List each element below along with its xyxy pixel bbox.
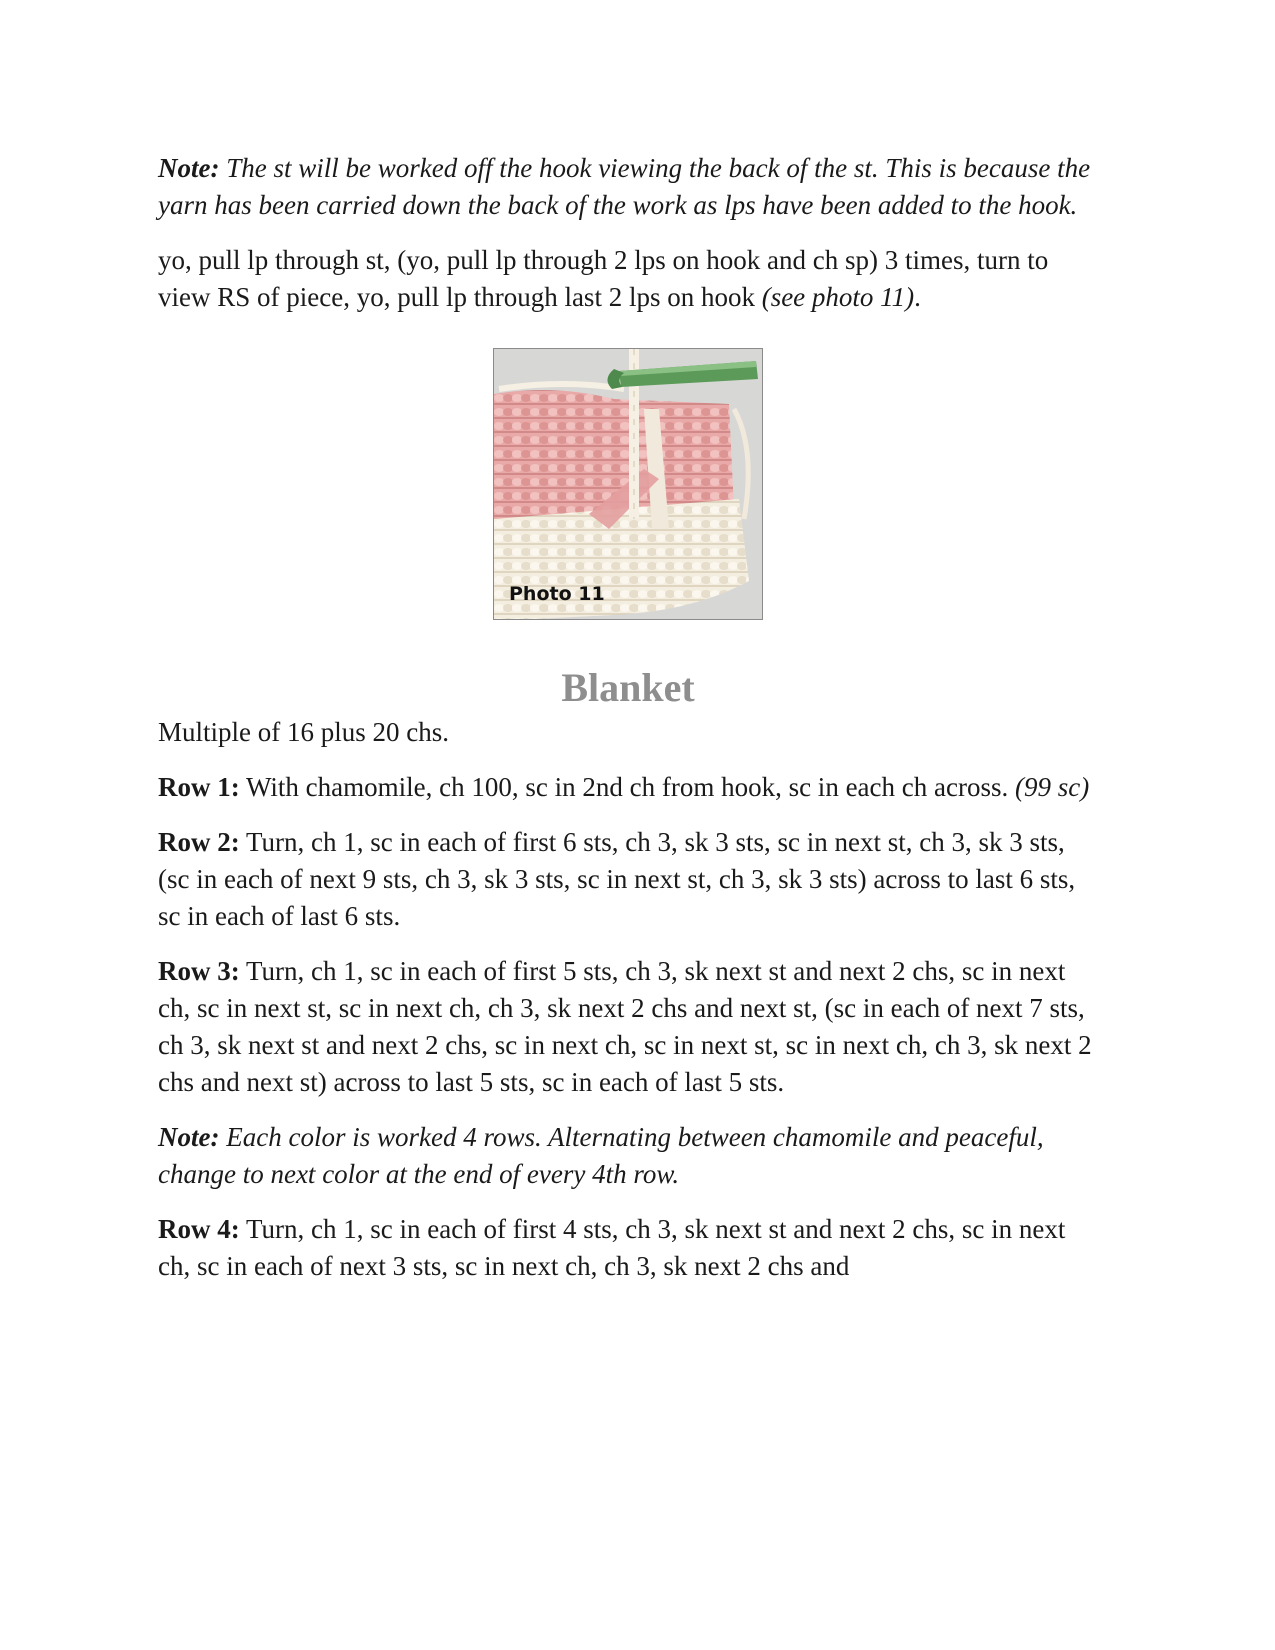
row-1 xyxy=(158,769,1098,806)
row-3-text: Turn, ch 1, sc in each of first 5 sts, ch 3, sk next st and next 2 chs, sc in next ch, sc in next st, sc in next ch, ch 3, sk next 2 chs and next st, (sc in each of next 7 sts, ch 3, sk next st and next 2 chs, sc in next ch, sc in next st, sc in next ch, ch 3, sk next 2 chs and next st) across to last 5 sts, sc in each of last 5 sts. xyxy=(158,956,1092,1097)
row-2-text: Turn, ch 1, sc in each of first 6 sts, ch 3, sk 3 sts, sc in next st, ch 3, sk 3 sts, (sc in each of next 9 sts, ch 3, sk 3 sts, sc in next st, ch 3, sk 3 sts) across to last 6 sts, sc in each of last 6 sts. xyxy=(158,827,1076,931)
document-page xyxy=(158,150,1098,1303)
row-4 xyxy=(158,1211,1098,1285)
row-2 xyxy=(158,824,1098,935)
row-1-text: With chamomile, ch 100, sc in 2nd ch from hook, sc in each ch across. xyxy=(239,772,1015,802)
note-text: The st will be worked off the hook viewing the back of the st. This is because the yarn has been carried down the back of the work as lps have been added to the hook. xyxy=(158,153,1091,220)
instruction-text: yo, pull lp through st, (yo, pull lp through 2 lps on hook and ch sp) 3 times, turn to view RS of piece, yo, pull lp through last 2 lps on hook xyxy=(158,245,1049,312)
photo-caption: Photo 11 xyxy=(509,583,605,605)
instruction-paragraph xyxy=(158,242,1098,316)
row-2-label: Row 2: xyxy=(158,827,240,857)
photo-reference: (see photo 11) xyxy=(761,282,915,312)
row-1-label: Row 1: xyxy=(158,772,240,802)
note-label: Note: xyxy=(158,153,220,183)
row-1-count: (99 sc) xyxy=(1014,772,1090,802)
row-3-label: Row 3: xyxy=(158,956,240,986)
note-2-text: Each color is worked 4 rows. Alternating between chamomile and peaceful, change to next color at the end of every 4th row. xyxy=(158,1122,1044,1189)
instruction-end: . xyxy=(914,282,921,312)
note-hook-back xyxy=(158,150,1098,224)
note-color-change xyxy=(158,1119,1098,1193)
crochet-photo xyxy=(493,348,763,620)
multiple-text: Multiple of 16 plus 20 chs. xyxy=(158,717,449,747)
section-title: Blanket xyxy=(561,665,695,710)
row-3 xyxy=(158,953,1098,1101)
crochet-swatch-illustration xyxy=(494,349,763,620)
row-4-label: Row 4: xyxy=(158,1214,240,1244)
note-2-label: Note: xyxy=(158,1122,220,1152)
row-4-text: Turn, ch 1, sc in each of first 4 sts, ch 3, sk next st and next 2 chs, sc in next ch, sc in each of next 3 sts, sc in next ch, ch 3, sk next 2 chs and xyxy=(158,1214,1066,1281)
photo-container xyxy=(158,348,1098,620)
